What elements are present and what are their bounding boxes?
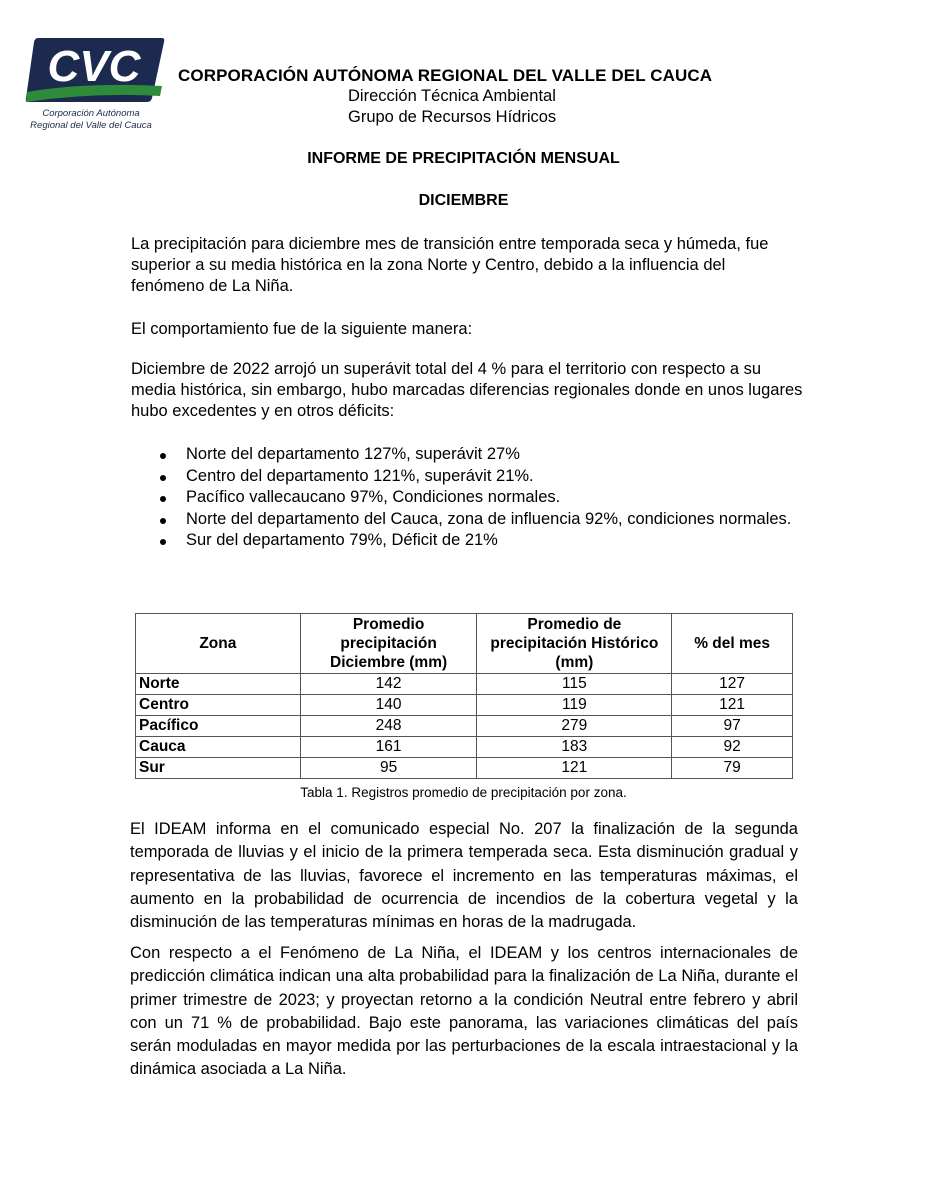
list-item-text: Centro del departamento 121%, superávit 21%. [186,466,534,485]
december-avg-cell: 248 [300,716,477,737]
organization-name: CORPORACIÓN AUTÓNOMA REGIONAL DEL VALLE DEL CAUCA [178,66,713,85]
table-caption: Tabla 1. Registros promedio de precipitación por zona. [300,785,627,800]
december-avg-cell: 95 [300,758,477,779]
bullet-icon [160,496,166,502]
table-row [136,716,793,737]
table-row [136,695,793,716]
logo-subtitle-line-1: Corporación Autónoma [42,108,140,119]
logo-subtitle [24,108,158,132]
percent-cell: 97 [672,716,793,737]
behavior-paragraph: El comportamiento fue de la siguiente manera: [131,320,473,338]
ideam-paragraph: El IDEAM informa en el comunicado especial No. 207 la finalización de la segunda temporada de lluvias y el inicio de la primera temperada seca. Esta disminución gradual y representativa de las lluvias, favorece el incremento en las temperaturas máximas, el aumento en la probabilidad de ocurrencia de incendios de la cobertura vegetal y la disminución de las temperaturas mínimas en horas de la madrugada. [130,820,798,932]
list-item [131,466,803,488]
zone-cell: Norte [136,674,301,695]
historical-avg-cell: 183 [477,737,672,758]
logo-subtitle-line-2: Regional del Valle del Cauca [30,120,152,131]
zone-summary-list [131,444,803,552]
table-header-row [136,614,793,674]
zone-cell: Pacífico [136,716,301,737]
list-item-text: Norte del departamento 127%, superávit 27% [186,445,520,463]
table-row [136,758,793,779]
december-avg-cell: 161 [300,737,477,758]
percent-cell: 79 [672,758,793,779]
precipitation-table [135,613,793,779]
list-item [131,509,803,531]
report-month: DICIEMBRE [418,192,509,209]
zone-cell: Cauca [136,737,301,758]
percent-cell: 121 [672,695,793,716]
list-item-text: Sur del departamento 79%, Déficit de 21% [186,531,498,549]
intro-paragraph: La precipitación para diciembre mes de transición entre temporada seca y húmeda, fue superior a su media histórica en la zona Norte y Centro, debido a la influencia del fenómeno de La Niña. [131,235,769,295]
december-avg-cell: 142 [300,674,477,695]
bullet-icon [160,475,166,481]
percent-cell: 92 [672,737,793,758]
historical-avg-cell: 279 [477,716,672,737]
department-name: Dirección Técnica Ambiental [348,87,556,105]
logo-text: CVC [47,42,141,91]
group-name: Grupo de Recursos Hídricos [348,108,557,126]
report-title: INFORME DE PRECIPITACIÓN MENSUAL [307,150,620,167]
zone-cell: Centro [136,695,301,716]
column-header-december-avg: Promedio precipitación Diciembre (mm) [300,614,477,674]
bullet-icon [160,518,166,524]
list-item-text: Norte del departamento del Cauca, zona de influencia 92%, condiciones normales. [186,509,792,528]
column-header-zone: Zona [136,614,301,674]
cvc-logo-mark [24,36,166,108]
cvc-logo [24,36,166,136]
list-item [131,530,803,552]
zone-cell: Sur [136,758,301,779]
summary-paragraph: Diciembre de 2022 arrojó un superávit total del 4 % para el territorio con respecto a su media histórica, sin embargo, hubo marcadas diferencias regionales donde en unos lugares hubo excedentes y en otros déficits: [131,360,803,420]
list-item-text: Pacífico vallecaucano 97%, Condiciones normales. [186,488,561,506]
historical-avg-cell: 115 [477,674,672,695]
december-avg-cell: 140 [300,695,477,716]
bullet-icon [160,453,166,459]
bullet-icon [160,539,166,545]
percent-cell: 127 [672,674,793,695]
la-nina-paragraph: Con respecto a el Fenómeno de La Niña, el IDEAM y los centros internacionales de predicción climática indican una alta probabilidad para la finalización de La Niña, durante el primer trimestre de 2023; y proyectan retorno a la condición Neutral entre febrero y abril con un 71 % de probabilidad. Bajo este panorama, las variaciones climáticas del país serán moduladas en mayor medida por las perturbaciones de la escala intraestacional y la dinámica asociada a La Niña. [130,944,798,1079]
list-item [131,487,803,509]
list-item [131,444,803,466]
historical-avg-cell: 119 [477,695,672,716]
table-row [136,674,793,695]
table-row [136,737,793,758]
historical-avg-cell: 121 [477,758,672,779]
column-header-percent: % del mes [672,614,793,674]
column-header-historical-avg: Promedio de precipitación Histórico (mm) [477,614,672,674]
